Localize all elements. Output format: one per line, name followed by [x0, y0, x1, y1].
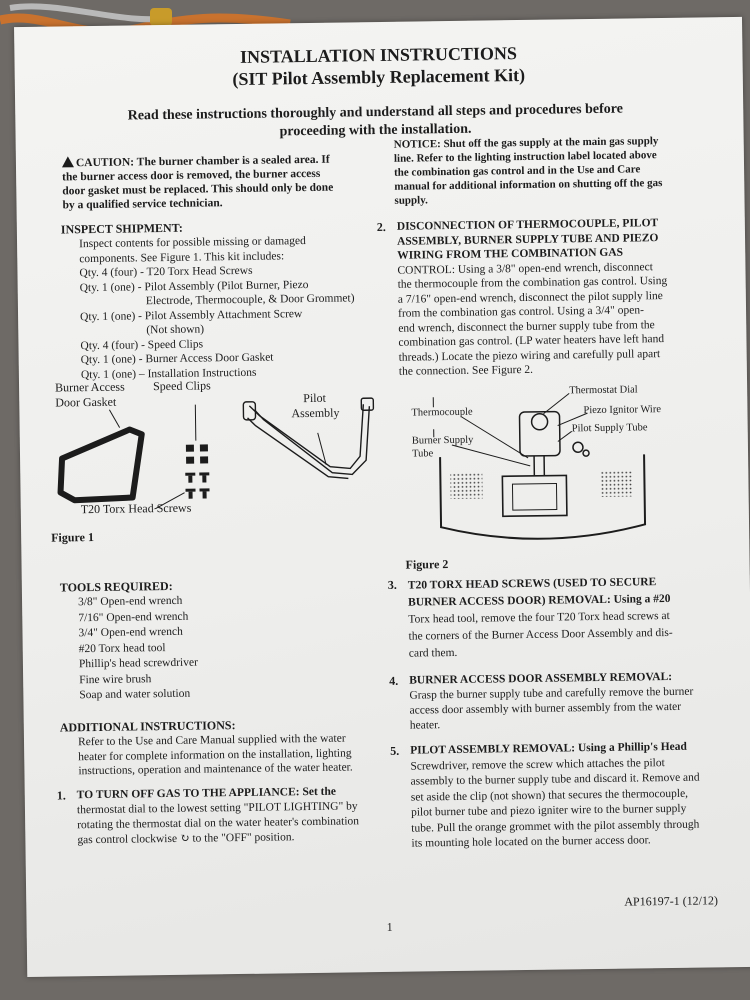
step-line: set aside the clip (not shown) that secures the thermocouple,: [410, 787, 689, 804]
tools-list: [60, 591, 361, 704]
step-line: WIRING FROM THE COMBINATION GAS: [397, 246, 624, 262]
figure-2-caption: Figure 2: [405, 557, 449, 572]
notice-line: manual for additional information on shutting off the gas: [394, 177, 663, 193]
inspect-shipment-section: [61, 218, 383, 382]
additional-line: instructions, operation and maintenance of the water heater.: [78, 761, 353, 778]
warning-triangle-icon: [62, 156, 74, 167]
step-line: tube. Pull the orange grommet with the pilot assembly through: [411, 818, 700, 835]
thermocouple-label: Thermocouple: [411, 406, 473, 419]
additional-line: Refer to the Use and Care Manual supplied with the water: [77, 732, 346, 749]
step-line: Torx head tool, remove the four T20 Torx head screws at: [408, 609, 670, 626]
inspect-line: Qty. 4 (four) - T20 Torx Head Screws: [79, 264, 253, 280]
step-3: [388, 574, 699, 663]
step-line: the thermocouple from the combination gas control. Using: [397, 274, 668, 291]
figure-1: [49, 376, 381, 561]
step-line: BURNER ACCESS DOOR) REMOVAL: Using a #20: [408, 592, 671, 609]
document-title: INSTALLATION INSTRUCTIONS: [239, 43, 518, 67]
caution-line: CAUTION: The burner chamber is a sealed area. If: [75, 153, 330, 170]
step-2: [377, 216, 679, 380]
tool-item: Phillip's head screwdriver: [78, 656, 198, 671]
caution-line: the burner access door is removed, the burner access: [62, 167, 321, 184]
figure-1-drawing: [49, 376, 381, 511]
tool-item: #20 Torx head tool: [78, 641, 166, 655]
step-line: TO TURN OFF GAS TO THE APPLIANCE: Set the: [76, 785, 337, 802]
speed-clips-icon: [186, 444, 208, 463]
step-number: 4.: [389, 673, 399, 688]
step-number: 3.: [387, 577, 397, 592]
notice-line: the combination gas control and in the Use and Care: [394, 163, 641, 179]
tool-item: 3/4" Open-end wrench: [78, 625, 183, 640]
burner-vents: [450, 470, 632, 499]
gasket-label: Door Gasket: [55, 394, 117, 410]
document-subtitle: (SIT Pilot Assembly Replacement Kit): [232, 64, 526, 90]
step-line: Screwdriver, remove the screw which attaches the pilot: [410, 756, 665, 773]
step-line: a 7/16" open-end wrench, disconnect the pilot supply line: [397, 289, 663, 306]
intro-line-2: proceeding with the installation.: [279, 121, 472, 140]
pilot-supply-label: Pilot Supply Tube: [571, 422, 648, 435]
figure-2: [391, 374, 694, 572]
pilot-label: Assembly: [291, 405, 340, 421]
step-line: gas control clockwise ↻ to the "OFF" position.: [77, 831, 295, 847]
step-line: card them.: [408, 646, 458, 660]
step-line: Grasp the burner supply tube and carefully remove the burner: [409, 685, 694, 702]
step-line: rotating the thermostat dial on the water heater's combination: [77, 815, 360, 832]
step-number: 5.: [390, 743, 400, 758]
step-line: BURNER ACCESS DOOR ASSEMBLY REMOVAL:: [409, 670, 673, 687]
inspect-line: (Not shown): [146, 323, 205, 337]
speed-clips-label: Speed Clips: [152, 378, 211, 394]
step-line: ASSEMBLY, BURNER SUPPLY TUBE AND PIEZO: [396, 231, 659, 248]
step-line: assembly to the burner supply tube and discard it. Remove and: [410, 771, 700, 788]
document-code: AP16197-1 (12/12): [624, 893, 719, 909]
inspect-line: Qty. 1 (one) - Burner Access Door Gasket: [80, 351, 274, 367]
caution-line: door gasket must be replaced. This should only be done: [62, 181, 334, 198]
additional-text: [60, 731, 391, 779]
step-line: end wrench, disconnect the burner supply tube from the: [398, 318, 655, 335]
notice-line: supply.: [394, 194, 428, 207]
inspect-line: Qty. 1 (one) - Pilot Assembly Attachment Screw: [80, 307, 303, 323]
tool-item: Soap and water solution: [79, 687, 191, 702]
piezo-wire-label: Piezo Ignitor Wire: [583, 404, 662, 417]
intro-line-1: Read these instructions thoroughly and understand all steps and procedures before: [127, 101, 623, 124]
step-line: threads.) Locate the piezo wiring and carefully pull apart: [398, 347, 661, 364]
step-line: T20 TORX HEAD SCREWS (USED TO SECURE: [407, 576, 657, 592]
page-number: 1: [386, 919, 393, 934]
tool-item: Fine wire brush: [79, 672, 152, 686]
step-line: the connection. See Figure 2.: [398, 363, 534, 378]
inspect-line: Electrode, Thermocouple, & Door Grommet): [145, 292, 355, 308]
step-line: access door assembly with burner assembly from the water: [409, 700, 682, 717]
notice-line: NOTICE: Shut off the gas supply at the main gas supply: [393, 135, 659, 151]
pilot-assembly-icon: [243, 398, 374, 480]
additional-instructions-section: [60, 716, 391, 779]
step-line: pilot burner tube and piezo igniter wire to the burner supply: [410, 802, 687, 819]
step-line: DISCONNECTION OF THERMOCOUPLE, PILOT: [396, 217, 659, 233]
figure-2-drawing: [391, 374, 693, 548]
step-number: 2.: [376, 219, 386, 235]
step-1: [57, 784, 388, 849]
caution-block: [62, 152, 373, 212]
step-line: combination gas control. (LP water heaters have left hand: [398, 333, 665, 349]
screws-label: T20 Torx Head Screws: [80, 500, 192, 517]
step-line: PILOT ASSEMBLY REMOVAL: Using a Phillip's Head: [410, 740, 687, 757]
step-line: CONTROL: Using a 3/8" open-end wrench, disconnect: [397, 260, 653, 277]
inspect-line: Inspect contents for possible missing or damaged: [78, 235, 306, 251]
tools-heading: TOOLS REQUIRED:: [59, 578, 173, 595]
step-number: 1.: [56, 788, 66, 803]
step-line: its mounting hole located on the burner access door.: [411, 834, 651, 850]
tools-section: [60, 576, 362, 704]
figure-1-caption: Figure 1: [51, 530, 95, 545]
inspect-line: Qty. 1 (one) – Installation Instructions: [80, 366, 257, 381]
caution-line: by a qualified service technician.: [62, 197, 223, 212]
thermostat-dial-label: Thermostat Dial: [569, 384, 638, 397]
tool-item: 7/16" Open-end wrench: [78, 610, 189, 624]
step-line: heater.: [409, 719, 441, 732]
burner-supply-label: Tube: [411, 448, 434, 460]
step-line: thermostat dial to the lowest setting "PILOT LIGHTING" by: [76, 800, 358, 817]
gasket-shape: [60, 429, 143, 500]
instruction-sheet: [14, 17, 750, 977]
burner-supply-label: Burner Supply: [411, 434, 474, 447]
step-line: from the combination gas control. Using a 3/4" open-: [397, 304, 644, 320]
inspect-heading: INSPECT SHIPMENT:: [60, 220, 183, 237]
inspect-list: [61, 233, 383, 382]
inspect-line: Qty. 1 (one) - Pilot Assembly (Pilot Burner, Piezo: [79, 278, 309, 294]
inspect-line: components. See Figure 1. This kit includes:: [79, 249, 285, 265]
torx-screws-icon: [185, 472, 209, 498]
pilot-label: Pilot: [303, 390, 327, 406]
additional-line: heater for complete information on the installation, lighting: [78, 746, 352, 763]
gasket-label: Burner Access: [54, 379, 125, 395]
inspect-line: Qty. 4 (four) - Speed Clips: [80, 337, 204, 352]
notice-line: line. Refer to the lighting instruction label located above: [393, 149, 657, 165]
step-5: [390, 739, 711, 852]
step-4: [389, 670, 700, 734]
tool-item: 3/8" Open-end wrench: [77, 594, 183, 609]
notice-block: [394, 134, 685, 208]
step-line: the corners of the Burner Access Door Assembly and dis-: [408, 626, 673, 643]
additional-heading: ADDITIONAL INSTRUCTIONS:: [59, 718, 236, 735]
